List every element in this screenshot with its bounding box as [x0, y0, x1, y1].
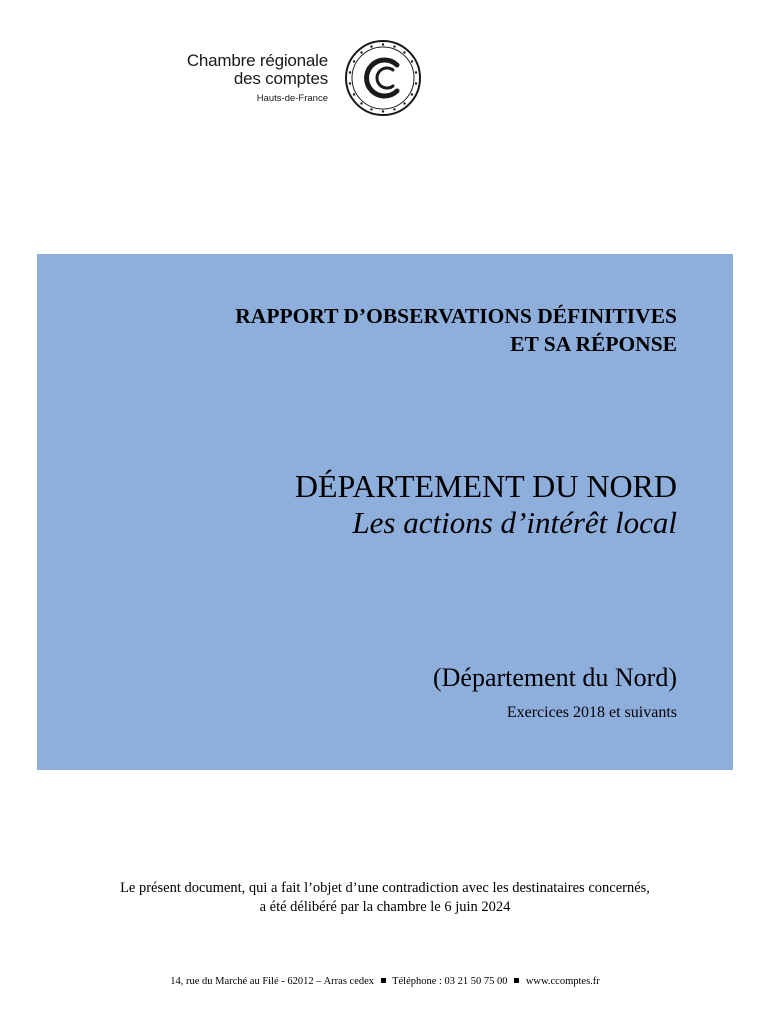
- notice-line1: Le présent document, qui a fait l’objet d’une contradiction avec les destinataires concernés,: [120, 880, 650, 896]
- entity-name: (Département du Nord): [432, 663, 677, 692]
- deliberation-notice: [0, 879, 770, 917]
- footer-website[interactable]: www.ccomptes.fr: [525, 976, 600, 987]
- logo-wordmark: [187, 52, 328, 106]
- notice-line2: a été délibéré par la chambre le 6 juin 2024: [259, 899, 511, 915]
- logo-line-comptes: des comptes: [233, 69, 328, 88]
- report-title: [235, 302, 677, 358]
- department-subtitle: Les actions d’intérêt local: [352, 505, 677, 540]
- ccomptes-seal-icon: [343, 38, 423, 118]
- footer-address: 14, rue du Marché au Filé - 62012 – Arras cedex: [170, 976, 375, 987]
- report-title-line2: ET SA RÉPONSE: [510, 332, 677, 356]
- square-separator-icon: [514, 978, 519, 983]
- logo-line-region: Hauts-de-France: [256, 93, 328, 104]
- department-title: DÉPARTEMENT DU NORD: [294, 468, 677, 504]
- institution-logo: [150, 38, 440, 118]
- page-footer: [0, 975, 770, 989]
- exercises-period: Exercices 2018 et suivants: [506, 704, 677, 721]
- footer-phone: Téléphone : 03 21 50 75 00: [392, 976, 508, 987]
- cover-band: [37, 254, 733, 770]
- report-title-line1: RAPPORT D’OBSERVATIONS DÉFINITIVES: [235, 304, 677, 328]
- square-separator-icon: [381, 978, 386, 983]
- logo-line-chambre: Chambre régionale: [186, 51, 328, 70]
